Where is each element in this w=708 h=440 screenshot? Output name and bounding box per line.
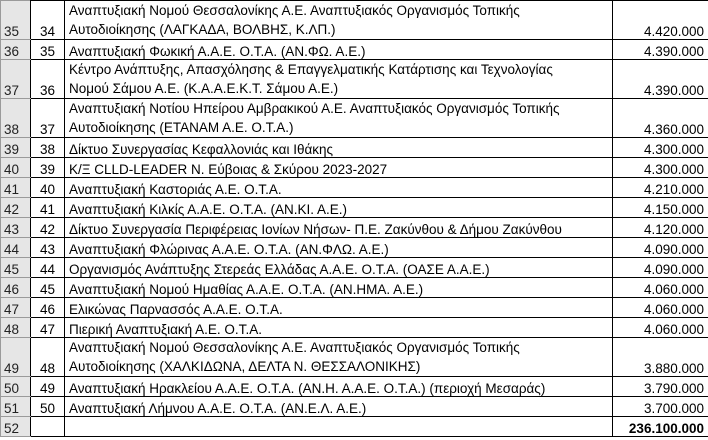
cell-text-line: Αναπτυξιακή Καστοριάς Α.Ε. Ο.Τ.Α. [69, 182, 282, 197]
cell-amount[interactable]: 3.700.000 [613, 397, 708, 417]
table-row [1, 1, 708, 40]
cell-amount[interactable]: 4.060.000 [613, 278, 708, 298]
cell-number[interactable]: 45 [31, 278, 65, 298]
row-header[interactable]: 38 [1, 99, 31, 138]
cell-text-line: Πιερική Αναπτυξιακή Α.Ε. Ο.Τ.Α. [69, 322, 262, 337]
cell-name[interactable] [65, 178, 613, 198]
cell-text-line: Αυτοδιοίκησης (ΛΑΓΚΑΔΑ, ΒΟΛΒΗΣ, Κ.ΛΠ.) [69, 22, 336, 37]
cell-number[interactable]: 38 [31, 138, 65, 158]
table-row [1, 318, 708, 338]
cell-amount[interactable]: 4.090.000 [613, 258, 708, 278]
cell-amount[interactable]: 3.790.000 [613, 377, 708, 397]
cell-name[interactable] [65, 158, 613, 178]
cell-name[interactable] [65, 99, 613, 138]
table-row [1, 60, 708, 99]
cell-text-line: Νομού Σάμου Α.Ε. (Κ.Α.Α.Ε.Κ.Τ. Σάμου Α.Ε.) [69, 81, 339, 96]
cell-name[interactable] [65, 258, 613, 278]
cell-number[interactable]: 44 [31, 258, 65, 278]
cell-text-line: Αυτοδιοίκησης (ΕΤΑΝΑΜ Α.Ε. Ο.Τ.Α.) [69, 120, 294, 135]
cell-name[interactable] [65, 40, 613, 60]
cell-name[interactable] [65, 238, 613, 258]
cell-number[interactable]: 50 [31, 397, 65, 417]
row-header[interactable]: 36 [1, 40, 31, 60]
cell-text-line: Κ/Ξ CLLD-LEADER Ν. Εύβοιας & Σκύρου 2023-2027 [69, 162, 388, 177]
cell-name[interactable] [65, 198, 613, 218]
cell-amount[interactable]: 4.300.000 [613, 138, 708, 158]
grid-body [1, 1, 708, 437]
row-header[interactable]: 37 [1, 60, 31, 99]
row-header[interactable]: 41 [1, 178, 31, 198]
row-header[interactable]: 40 [1, 158, 31, 178]
cell-number[interactable]: 46 [31, 298, 65, 318]
cell-amount[interactable]: 4.060.000 [613, 298, 708, 318]
cell-name[interactable] [65, 338, 613, 377]
cell-text-line: Ελικώνας Παρνασσός Α.Α.Ε. Ο.Τ.Α. [69, 302, 283, 317]
row-header[interactable]: 35 [1, 1, 31, 40]
cell-amount[interactable]: 3.880.000 [613, 338, 708, 377]
cell-text-line: Αναπτυξιακή Ηρακλείου Α.Α.Ε. Ο.Τ.Α. (ΑΝ.Η. Α.Α.Ε. Ο.Τ.Α.) (περιοχή Μεσαράς) [69, 381, 546, 396]
row-header[interactable]: 49 [1, 338, 31, 377]
table-row [1, 397, 708, 417]
cell-number[interactable]: 43 [31, 238, 65, 258]
cell-name[interactable] [65, 417, 613, 437]
cell-number[interactable]: 34 [31, 1, 65, 40]
cell-name[interactable] [65, 318, 613, 338]
row-header[interactable]: 39 [1, 138, 31, 158]
cell-text-line: Αναπτυξιακή Νομού Ημαθίας Α.Α.Ε. Ο.Τ.Α. (ΑΝ.ΗΜΑ. Α.Ε.) [69, 282, 424, 297]
table-row [1, 338, 708, 377]
cell-amount[interactable]: 4.150.000 [613, 198, 708, 218]
table-row [1, 278, 708, 298]
cell-text-line: Αναπτυξιακή Λήμνου Α.Α.Ε. Ο.Τ.Α. (ΑΝ.Ε.Λ. Α.Ε.) [69, 401, 367, 416]
cell-amount[interactable]: 4.060.000 [613, 318, 708, 338]
cell-text-line: Αναπτυξιακή Φλώρινας Α.Α.Ε. Ο.Τ.Α. (ΑΝ.ΦΛΩ. Α.Ε.) [69, 242, 389, 257]
table-row [1, 238, 708, 258]
row-header[interactable]: 46 [1, 278, 31, 298]
cell-name[interactable] [65, 397, 613, 417]
total-amount-cell[interactable]: 236.100.000 [613, 417, 708, 437]
cell-text-line: Κέντρο Ανάπτυξης, Απασχόλησης & Επαγγελματικής Κατάρτισης και Τεχνολογίας [69, 62, 553, 77]
cell-number[interactable] [31, 417, 65, 437]
row-header[interactable]: 50 [1, 377, 31, 397]
row-header[interactable]: 48 [1, 318, 31, 338]
row-header[interactable]: 44 [1, 238, 31, 258]
table-row [1, 218, 708, 238]
cell-number[interactable]: 40 [31, 178, 65, 198]
table-row [1, 178, 708, 198]
cell-text-line: Αναπτυξιακή Νομού Θεσσαλονίκης Α.Ε. Αναπτυξιακός Οργανισμός Τοπικής [69, 340, 520, 355]
table-row [1, 298, 708, 318]
cell-number[interactable]: 47 [31, 318, 65, 338]
cell-number[interactable]: 36 [31, 60, 65, 99]
cell-number[interactable]: 35 [31, 40, 65, 60]
table-row [1, 138, 708, 158]
cell-text-line: Αναπτυξιακή Κιλκίς Α.Α.Ε. Ο.Τ.Α. (ΑΝ.ΚΙ. Α.Ε.) [69, 202, 348, 217]
table-row [1, 99, 708, 138]
total-row [1, 417, 708, 437]
table-row [1, 258, 708, 278]
cell-amount[interactable]: 4.390.000 [613, 60, 708, 99]
cell-name[interactable] [65, 377, 613, 397]
cell-text-line: Οργανισμός Ανάπτυξης Στερεάς Ελλάδας Α.Α.Ε. Ο.Τ.Α. (ΟΑΣΕ Α.Α.Ε.) [69, 262, 490, 277]
cell-text-line: Αυτοδιοίκησης (ΧΑΛΚΙΔΩΝΑ, ΔΕΛΤΑ Ν. ΘΕΣΣΑΛΟΝΙΚΗΣ) [69, 359, 421, 374]
cell-amount[interactable]: 4.120.000 [613, 218, 708, 238]
cell-text-line: Δίκτυο Συνεργασία Περιφέρειας Ιονίων Νήσων- Π.Ε. Ζακύνθου & Δήμου Ζακύνθου [69, 222, 562, 237]
row-header[interactable]: 47 [1, 298, 31, 318]
row-header[interactable]: 52 [1, 417, 31, 437]
row-header[interactable]: 51 [1, 397, 31, 417]
cell-name[interactable] [65, 1, 613, 40]
table-row [1, 198, 708, 218]
cell-text-line: Αναπτυξιακή Νοτίου Ηπείρου Αμβρακικού Α.Ε. Αναπτυξιακός Οργανισμός Τοπικής [69, 101, 560, 116]
cell-text-line: Δίκτυο Συνεργασίας Κεφαλλονιάς και Ιθάκης [69, 142, 334, 157]
cell-number[interactable]: 39 [31, 158, 65, 178]
row-header[interactable]: 42 [1, 198, 31, 218]
cell-amount[interactable]: 4.420.000 [613, 1, 708, 40]
cell-number[interactable]: 41 [31, 198, 65, 218]
table-row [1, 158, 708, 178]
cell-text-line: Αναπτυξιακή Νομού Θεσσαλονίκης Α.Ε. Αναπτυξιακός Οργανισμός Τοπικής [69, 3, 520, 18]
cell-amount[interactable]: 4.300.000 [613, 158, 708, 178]
cell-number[interactable]: 42 [31, 218, 65, 238]
cell-amount[interactable]: 4.210.000 [613, 178, 708, 198]
cell-number[interactable]: 37 [31, 99, 65, 138]
cell-name[interactable] [65, 138, 613, 158]
cell-number[interactable]: 48 [31, 338, 65, 377]
table-row [1, 377, 708, 397]
cell-text-line: Αναπτυξιακή Φωκική Α.Α.Ε. Ο.Τ.Α. (ΑΝ.ΦΩ. Α.Ε.) [69, 44, 366, 59]
table-row [1, 40, 708, 60]
cell-name[interactable] [65, 298, 613, 318]
cell-name[interactable] [65, 278, 613, 298]
cell-number[interactable]: 49 [31, 377, 65, 397]
cell-amount[interactable]: 4.090.000 [613, 238, 708, 258]
row-header[interactable]: 43 [1, 218, 31, 238]
cell-amount[interactable]: 4.390.000 [613, 40, 708, 60]
row-header[interactable]: 45 [1, 258, 31, 278]
cell-amount[interactable]: 4.360.000 [613, 99, 708, 138]
cell-name[interactable] [65, 60, 613, 99]
cell-name[interactable] [65, 218, 613, 238]
